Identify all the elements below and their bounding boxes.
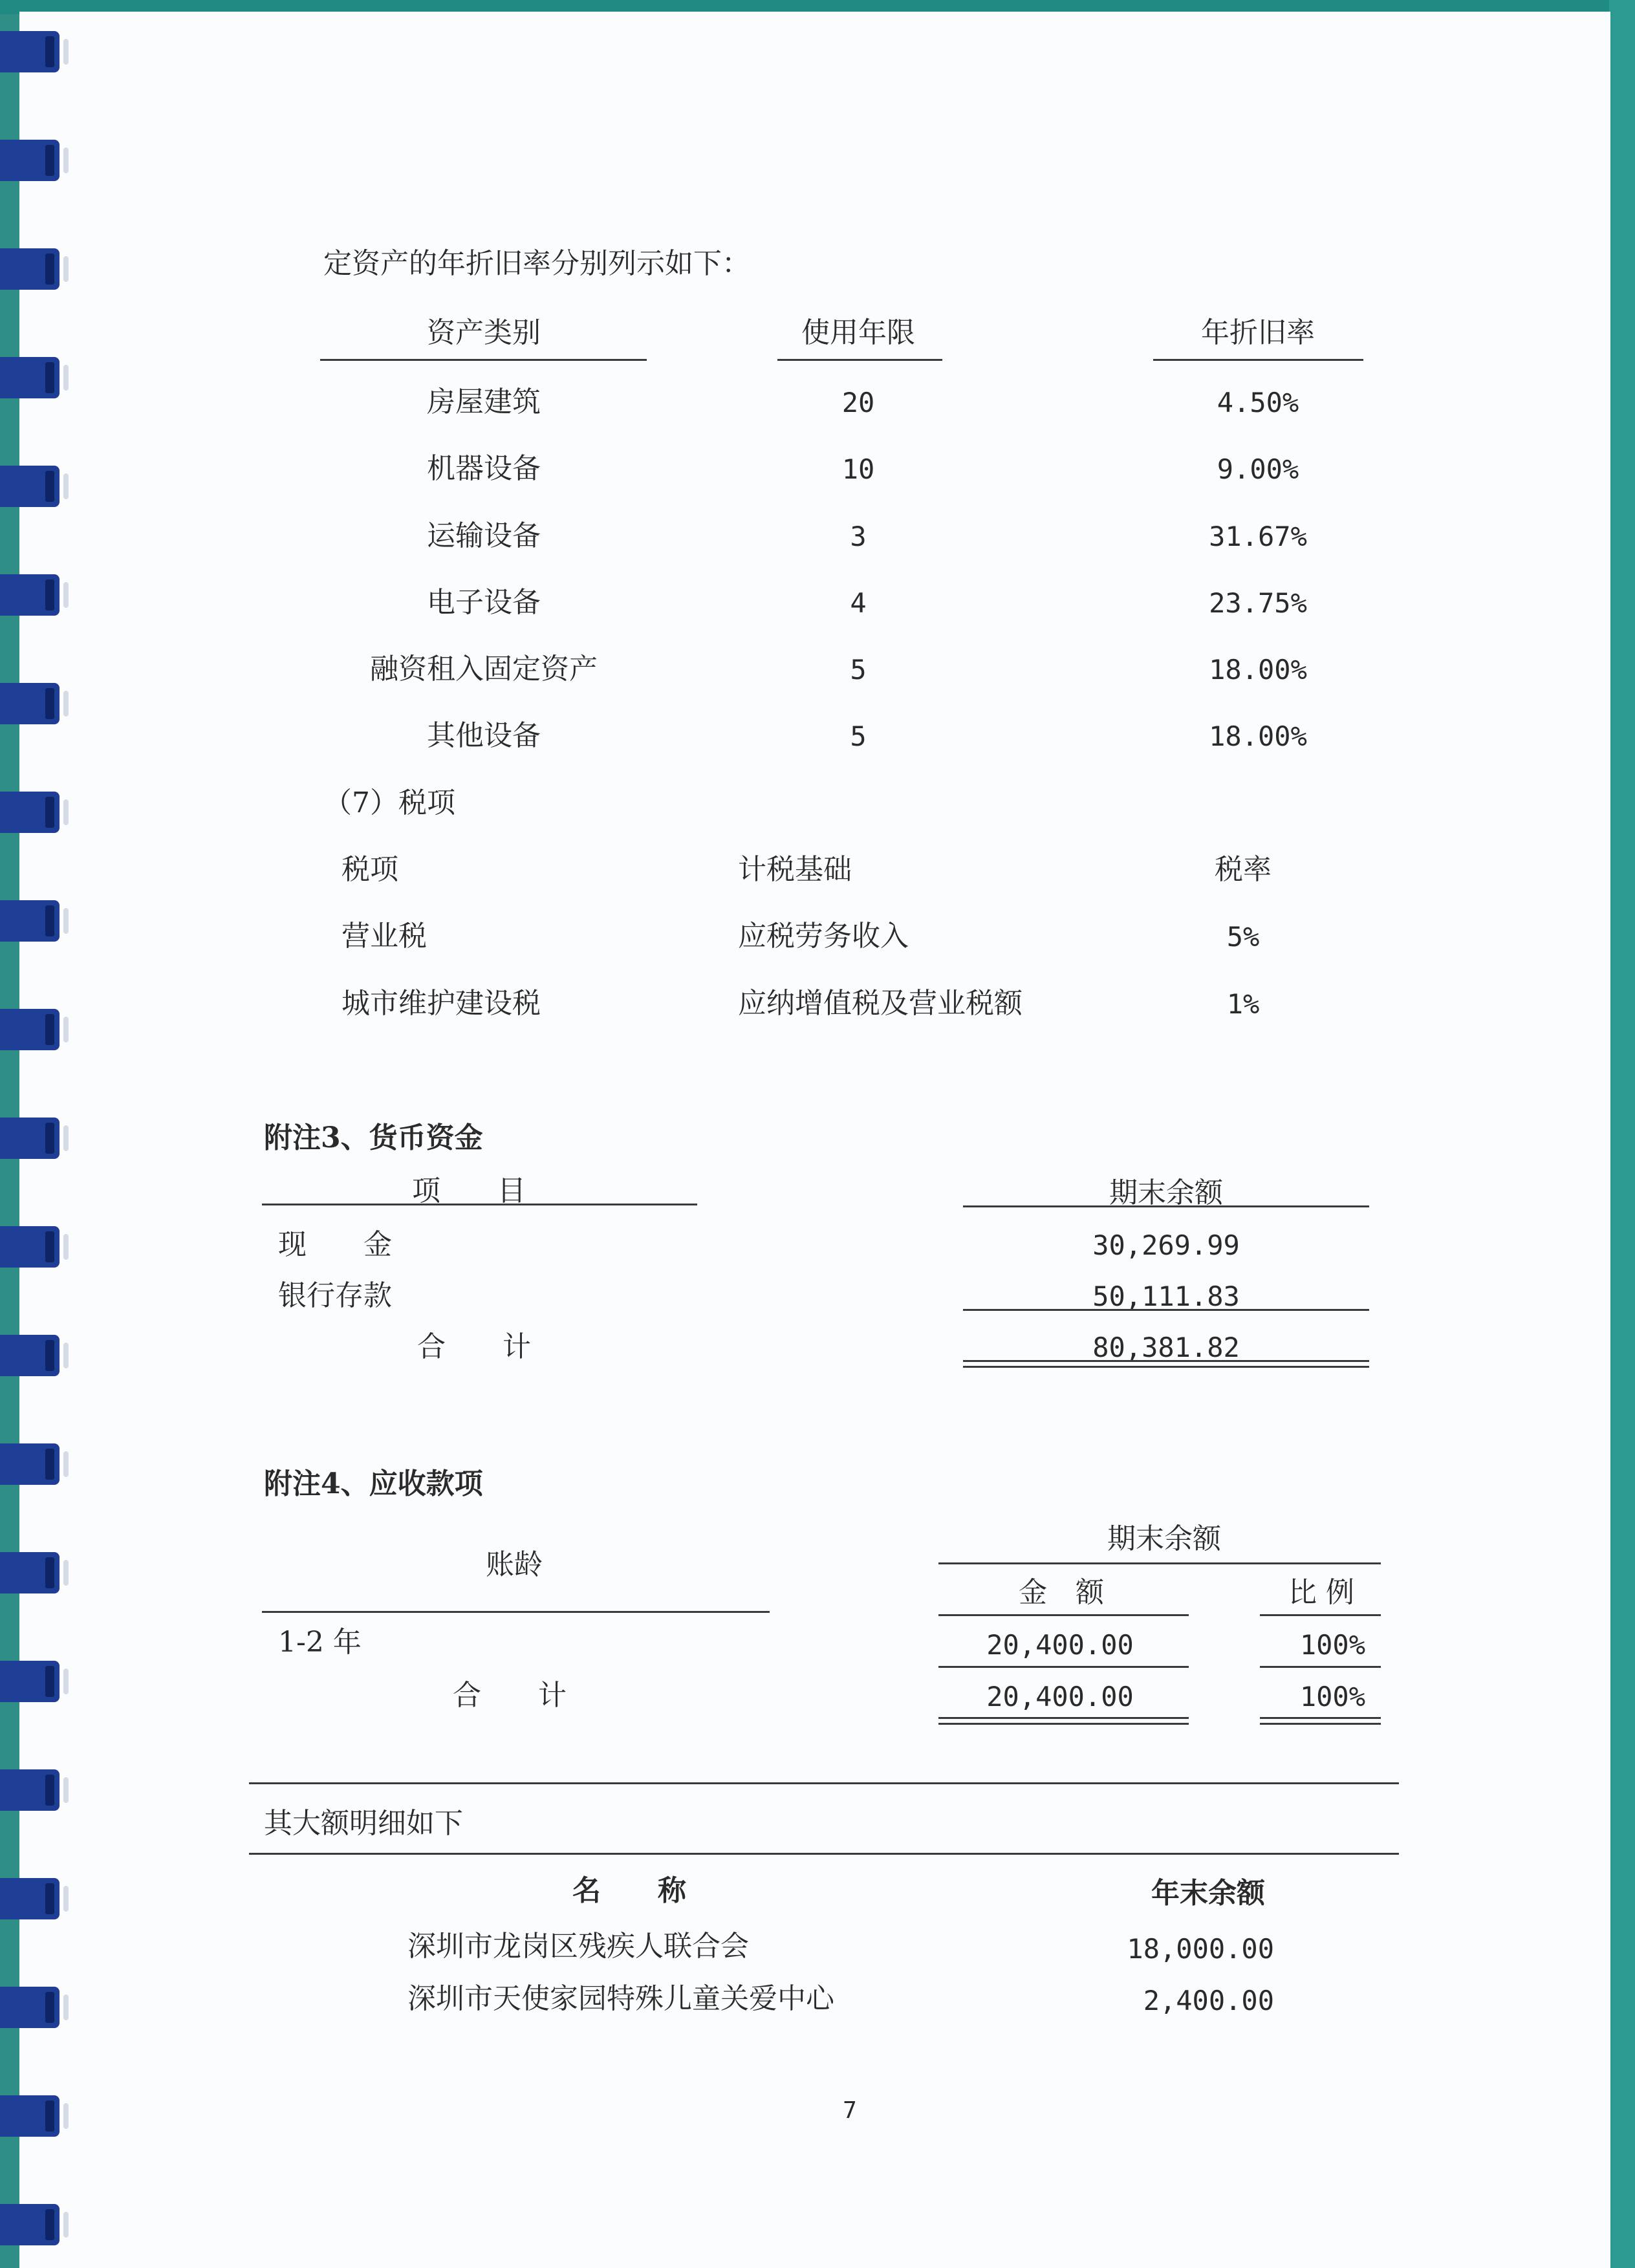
dep-row-category: 融资租入固定资产 xyxy=(370,653,598,686)
tax-header-item: 税项 xyxy=(341,853,398,886)
binding-hole xyxy=(63,691,69,717)
binding-hole xyxy=(63,582,69,608)
tax-header-base: 计税基础 xyxy=(738,853,852,886)
note3-subtotal-line xyxy=(963,1309,1369,1311)
binding-ring xyxy=(0,1443,60,1485)
note3-total-label: 合 计 xyxy=(417,1330,531,1363)
binding-ring xyxy=(0,1661,60,1702)
document-page xyxy=(19,12,1610,2268)
dep-row-years: 5 xyxy=(850,720,867,752)
note4-header-underline-amount xyxy=(938,1614,1189,1616)
dep-row-years: 10 xyxy=(841,453,875,485)
binding-hole xyxy=(63,1886,69,1912)
binding-hole xyxy=(63,1017,69,1042)
dep-row-category: 房屋建筑 xyxy=(427,385,541,418)
binding-ring xyxy=(0,2204,60,2245)
binding-hole xyxy=(63,147,69,173)
binding-hole xyxy=(63,1994,69,2020)
dep-row-category: 电子设备 xyxy=(427,586,541,619)
note4-total-label: 合 计 xyxy=(453,1679,567,1712)
binding-hole xyxy=(63,1451,69,1477)
note4-header-underline-left xyxy=(262,1611,770,1613)
note4-subtotal-line-amount xyxy=(938,1666,1189,1668)
detail-row-name: 深圳市天使家园特殊儿童关爱中心 xyxy=(407,1982,834,2015)
note4-row-age: 1-2 年 xyxy=(278,1626,362,1659)
tax-row-item: 营业税 xyxy=(341,920,427,953)
note4-total-double-line-amount xyxy=(938,1717,1189,1725)
note4-group-underline xyxy=(938,1562,1381,1564)
tax-row-item: 城市维护建设税 xyxy=(341,987,541,1020)
binding-hole xyxy=(63,365,69,391)
intro-text: 定资产的年折旧率分别列示如下： xyxy=(323,247,750,280)
binding-hole xyxy=(63,2212,69,2238)
binding-hole xyxy=(63,1343,69,1368)
note4-col-age: 账龄 xyxy=(486,1548,543,1581)
binding-ring xyxy=(0,31,60,72)
binding-ring xyxy=(0,1335,60,1376)
dep-header-underline-1 xyxy=(320,359,647,361)
binding-ring xyxy=(0,357,60,398)
dep-row-rate: 18.00% xyxy=(1209,654,1307,686)
binding-ring xyxy=(0,1118,60,1159)
binding-hole xyxy=(63,1125,69,1151)
detail-row-name: 深圳市龙岗区残疾人联合会 xyxy=(407,1930,749,1963)
note3-col-item: 项 目 xyxy=(412,1174,526,1207)
note3-row-item: 现 金 xyxy=(278,1228,392,1261)
note3-total-amount: 80,381.82 xyxy=(1092,1332,1240,1363)
dep-header-years: 使用年限 xyxy=(801,316,915,349)
tax-row-rate: 1% xyxy=(1226,988,1260,1020)
tax-row-base: 应税劳务收入 xyxy=(738,920,909,953)
note4-row-amount: 20,400.00 xyxy=(986,1629,1134,1661)
page-number: 7 xyxy=(843,2097,857,2124)
binding-ring xyxy=(0,1226,60,1268)
note3-row-amount: 50,111.83 xyxy=(1092,1280,1240,1312)
binding-ring xyxy=(0,1878,60,1919)
binding-ring xyxy=(0,792,60,833)
note3-header-underline-left xyxy=(262,1204,697,1205)
binding-ring xyxy=(0,683,60,724)
dep-row-category: 其他设备 xyxy=(427,719,541,752)
dep-row-rate: 18.00% xyxy=(1209,720,1307,752)
note4-row-ratio: 100% xyxy=(1299,1629,1365,1661)
detail-col-amount: 年末余额 xyxy=(1151,1877,1265,1910)
binding-ring xyxy=(0,2095,60,2137)
dep-row-years: 5 xyxy=(850,654,867,686)
detail-row-amount: 18,000.00 xyxy=(1127,1933,1274,1965)
detail-row-amount: 2,400.00 xyxy=(1143,1985,1274,2016)
binding-hole xyxy=(63,908,69,934)
binding-hole xyxy=(63,39,69,65)
binding-ring xyxy=(0,1009,60,1050)
dep-row-category: 机器设备 xyxy=(427,452,541,485)
binding-ring xyxy=(0,248,60,290)
note4-total-ratio: 100% xyxy=(1299,1681,1365,1712)
note3-row-item: 银行存款 xyxy=(278,1279,392,1312)
binding-ring xyxy=(0,1769,60,1811)
note4-total-amount: 20,400.00 xyxy=(986,1681,1134,1712)
note4-col-amount: 金 额 xyxy=(1019,1576,1104,1609)
dep-row-years: 4 xyxy=(850,587,867,619)
note3-header-underline-right xyxy=(963,1205,1369,1207)
note4-header-underline-ratio xyxy=(1260,1614,1381,1616)
detail-heading: 其大额明细如下 xyxy=(264,1807,463,1840)
note4-total-double-line-ratio xyxy=(1260,1717,1381,1725)
dep-row-rate: 4.50% xyxy=(1217,387,1299,418)
dep-row-years: 3 xyxy=(850,521,867,552)
dep-row-rate: 31.67% xyxy=(1209,521,1307,552)
binding-hole xyxy=(63,1669,69,1694)
dep-row-years: 20 xyxy=(841,387,875,418)
note4-title: 附注4、应收款项 xyxy=(264,1467,483,1500)
binding-hole xyxy=(63,1777,69,1803)
tax-row-rate: 5% xyxy=(1226,921,1260,953)
binding-hole xyxy=(63,1234,69,1260)
tax-row-base: 应纳增值税及营业税额 xyxy=(738,987,1023,1020)
binding-ring xyxy=(0,900,60,942)
tax-heading: （7）税项 xyxy=(323,786,455,819)
note4-subtotal-line-ratio xyxy=(1260,1666,1381,1668)
note3-total-double-line xyxy=(963,1360,1369,1368)
dep-header-rate: 年折旧率 xyxy=(1201,316,1315,349)
dep-row-category: 运输设备 xyxy=(427,519,541,552)
detail-top-rule xyxy=(249,1782,1399,1784)
detail-heading-rule xyxy=(249,1853,1399,1855)
binding-hole xyxy=(63,1560,69,1586)
dep-header-category: 资产类别 xyxy=(427,316,541,349)
note3-row-amount: 30,269.99 xyxy=(1092,1229,1240,1261)
binding-hole xyxy=(63,799,69,825)
note4-col-ratio: 比 例 xyxy=(1288,1576,1354,1609)
tax-header-rate: 税率 xyxy=(1215,853,1272,886)
dep-header-underline-3 xyxy=(1153,359,1363,361)
binding-ring xyxy=(0,466,60,507)
note4-col-group: 期末余额 xyxy=(1107,1522,1221,1555)
binding-ring xyxy=(0,574,60,616)
binding-hole xyxy=(63,256,69,282)
dep-row-rate: 9.00% xyxy=(1217,453,1299,485)
spiral-binding xyxy=(0,0,71,2268)
scanner-edge-right xyxy=(1609,0,1635,2268)
binding-hole xyxy=(63,2103,69,2129)
dep-row-rate: 23.75% xyxy=(1209,587,1307,619)
note3-title: 附注3、货币资金 xyxy=(264,1121,483,1154)
note3-col-amount: 期末余额 xyxy=(1109,1176,1223,1209)
binding-ring xyxy=(0,1552,60,1593)
binding-ring xyxy=(0,1987,60,2028)
detail-col-name: 名 称 xyxy=(572,1874,686,1907)
dep-header-underline-2 xyxy=(777,359,942,361)
binding-ring xyxy=(0,140,60,181)
binding-hole xyxy=(63,473,69,499)
